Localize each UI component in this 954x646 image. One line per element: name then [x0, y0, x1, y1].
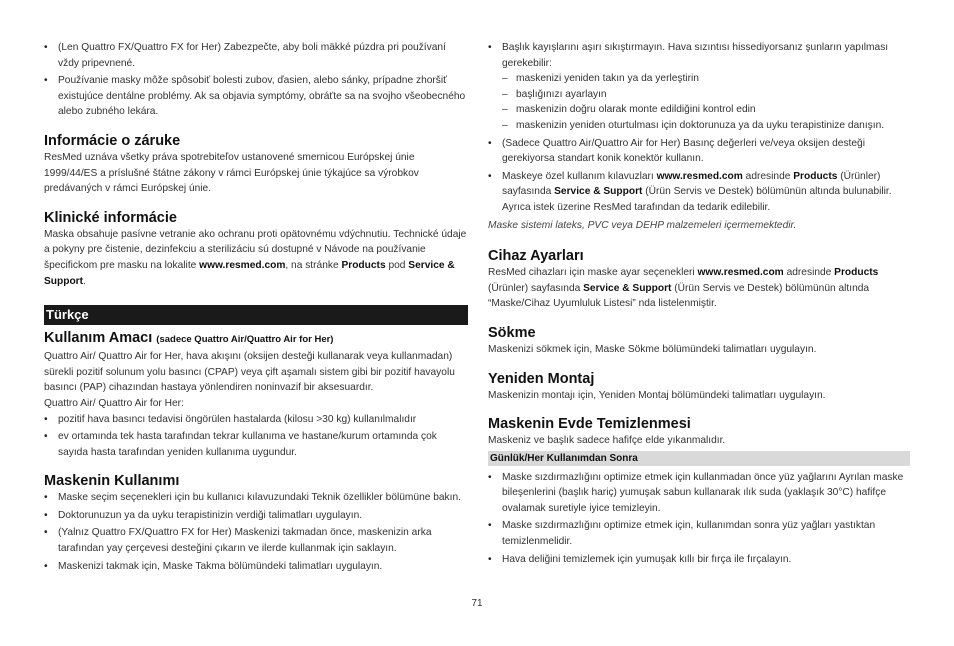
cleaning-heading: Maskenin Evde Temizlenmesi	[488, 416, 691, 433]
resmed-url: www.resmed.com	[656, 170, 743, 182]
products-label: Products	[793, 170, 838, 182]
intended-use-subtitle: (sadece Quattro Air/Quattro Air for Her)	[156, 334, 334, 346]
list-item: • (Len Quattro FX/Quattro FX for Her) Zabezpečte, aby boli mäkké púzdra pri používaní vždy pripevnené.	[44, 40, 468, 71]
sublist-item: – maskenizin doğru olarak monte edildiğini kontrol edin	[502, 102, 910, 118]
clinical-text: Maska obsahuje pasívne vetranie ako ochranu proti opätovnému vdýchnutiu. Technické údaje a pokyny pre čistenie, dezinfekciu a sterilizáciu sú dostupné v Návode na používanie špecifickom pre masku na lokalite www.resmed.com, na stránke Products pod Service & Support.	[44, 228, 467, 287]
list-item: • pozitif hava basıncı tedavisi öngörülen hastalarda (kilosu >30 kg) kullanılmalıdır	[44, 412, 468, 428]
resmed-url: www.resmed.com	[199, 259, 286, 271]
list-item: • Používanie masky môže spôsobiť bolesti zubov, ďasien, alebo sánky, prípadne zhoršiť existujúce dentálne problémy. Ak sa objavia symptómy, obráťte sa na svojho všeobecného alebo zubného lekára.	[44, 73, 468, 120]
list-item: • ev ortamında tek hasta tarafından tekrar kullanıma ve hastane/kurum ortamında çok sayıda hasta tarafından yeniden kullanıma uygundur.	[44, 429, 468, 460]
disassembly-heading: Sökme	[488, 324, 536, 341]
list-item: • Maskenizi takmak için, Maske Takma bölümündeki talimatları uygulayın.	[44, 559, 468, 575]
left-column	[44, 40, 468, 576]
strap-list	[488, 40, 910, 216]
mask-use-heading: Maskenin Kullanımı	[44, 473, 180, 490]
device-settings-text: ResMed cihazları için maske ayar seçenekleri www.resmed.com adresinde Products (Ürünler) sayfasında Service & Support (Ürün Servis ve Destek) bölümünün altında “Maske/Cihaz Uyumluluk Listesi” nda listelenmiştir.	[488, 267, 879, 310]
products-label: Products	[341, 259, 386, 271]
intended-use-list	[44, 412, 468, 461]
sublist-item: – maskenizi yeniden takın ya da yerleştirin	[502, 71, 910, 87]
resmed-url: www.resmed.com	[697, 267, 784, 279]
service-support-label: Service & Support	[44, 259, 455, 287]
list-item: • Başlık kayışlarını aşırı sıkıştırmayın. Hava sızıntısı hissediyorsanız şunların yapılması gerekebilir: – maskenizi yeniden takın ya da yerleştirin – başlığınızı ayarlayın – maskenizin doğru olarak monte edildiğini kontrol edin – maskenizin yeniden oturtulması için doktorunuza ya da uyku terapistinize danışın.	[488, 40, 910, 134]
list-item: • Maske sızdırmazlığını optimize etmek için kullanmadan önce yüz yağlarını Ayrılan maske bileşenlerini (başlık hariç) yumuşak sabun kullanarak ılık suda (yaklaşık 30°C) hafifçe ovalamak suretiyle iyice temizleyin.	[488, 470, 910, 517]
right-column	[488, 40, 910, 569]
list-item: • (Sadece Quattro Air/Quattro Air for Her) Basınç değerleri ve/veya oksijen desteği gerekiyorsa standart konik konektör kullanın.	[488, 136, 910, 167]
warranty-heading: Informácie o záruke	[44, 132, 181, 149]
daily-cleaning-bar: Günlük/Her Kullanımdan Sonra	[488, 451, 910, 466]
list-item: • Doktorunuzun ya da uyku terapistinizin verdiği talimatları uygulayın.	[44, 508, 468, 524]
reassembly-heading: Yeniden Montaj	[488, 370, 595, 387]
intended-use-intro: Quattro Air/ Quattro Air for Her:	[44, 397, 184, 409]
list-item: • Maske sızdırmazlığını optimize etmek için, kullanımdan sonra yüz yağları yastıktan temizlenmelidir.	[488, 518, 910, 549]
list-item: • Maske seçim seçenekleri için bu kullanıcı kılavuzundaki Teknik özellikler bölümüne bakın.	[44, 490, 468, 506]
device-settings-heading: Cihaz Ayarları	[488, 248, 584, 265]
intended-use-heading: Kullanım Amacı (sadece Quattro Air/Quattro Air for Her)	[44, 330, 334, 347]
list-item: • Maskeye özel kullanım kılavuzları www.resmed.com adresinde Products (Ürünler) sayfasında Service & Support (Ürün Servis ve Destek) bölümünün altında bulunabilir. Ayrıca istek üzerine ResMed tarafından da tedarik edilebilir.	[488, 169, 910, 216]
cleaning-list	[488, 470, 910, 568]
language-section-bar: Türkçe	[44, 305, 468, 325]
list-item: • Hava deliğini temizlemek için yumuşak kıllı bir fırça ile fırçalayın.	[488, 552, 910, 568]
disassembly-text: Maskenizi sökmek için, Maske Sökme bölümündeki talimatları uygulayın.	[488, 343, 817, 355]
warranty-text: ResMed uznáva všetky práva spotrebiteľov ustanovené smernicou Európskej únie 1999/44/ES a príslušné štátne zákony v rámci Európskej únie týkajúce sa výrobkov predávaných v rámci Európskej únie.	[44, 151, 419, 195]
precaution-list	[44, 40, 468, 120]
reassembly-text: Maskenizin montajı için, Yeniden Montaj bölümündeki talimatları uygulayın.	[488, 389, 826, 401]
mask-use-list	[44, 490, 468, 574]
page-number: 71	[471, 598, 483, 609]
cleaning-text: Maskeniz ve başlık sadece hafifçe elde yıkanmalıdır.	[488, 435, 726, 447]
intended-use-text: Quattro Air/ Quattro Air for Her, hava akışını (oksijen desteği kullanarak veya kullanmadan) sürekli pozitif solunum yolu basıncı (CPAP) veya çift aşamalı sistem gibi bir pozitif havayolu basıncı (PAP) cihazından hastaya yönlendiren noninvazif bir aksesuardır.	[44, 351, 455, 394]
strap-sublist	[502, 71, 910, 133]
service-support-label: Service & Support	[554, 186, 643, 198]
service-support-label: Service & Support	[583, 282, 672, 294]
clinical-heading: Klinické informácie	[44, 209, 177, 226]
latex-note: Maske sistemi lateks, PVC veya DEHP malzemeleri içermemektedir.	[488, 219, 797, 231]
sublist-item: – başlığınızı ayarlayın	[502, 87, 910, 103]
list-item: • (Yalnız Quattro FX/Quattro FX for Her) Maskenizi takmadan önce, maskenizin arka tarafından yay çerçevesi desteğini çıkarın ve ilerde kullanmak için saklayın.	[44, 525, 468, 556]
sublist-item: – maskenizin yeniden oturtulması için doktorunuza ya da uyku terapistinize danışın.	[502, 118, 910, 134]
products-label: Products	[834, 267, 879, 279]
